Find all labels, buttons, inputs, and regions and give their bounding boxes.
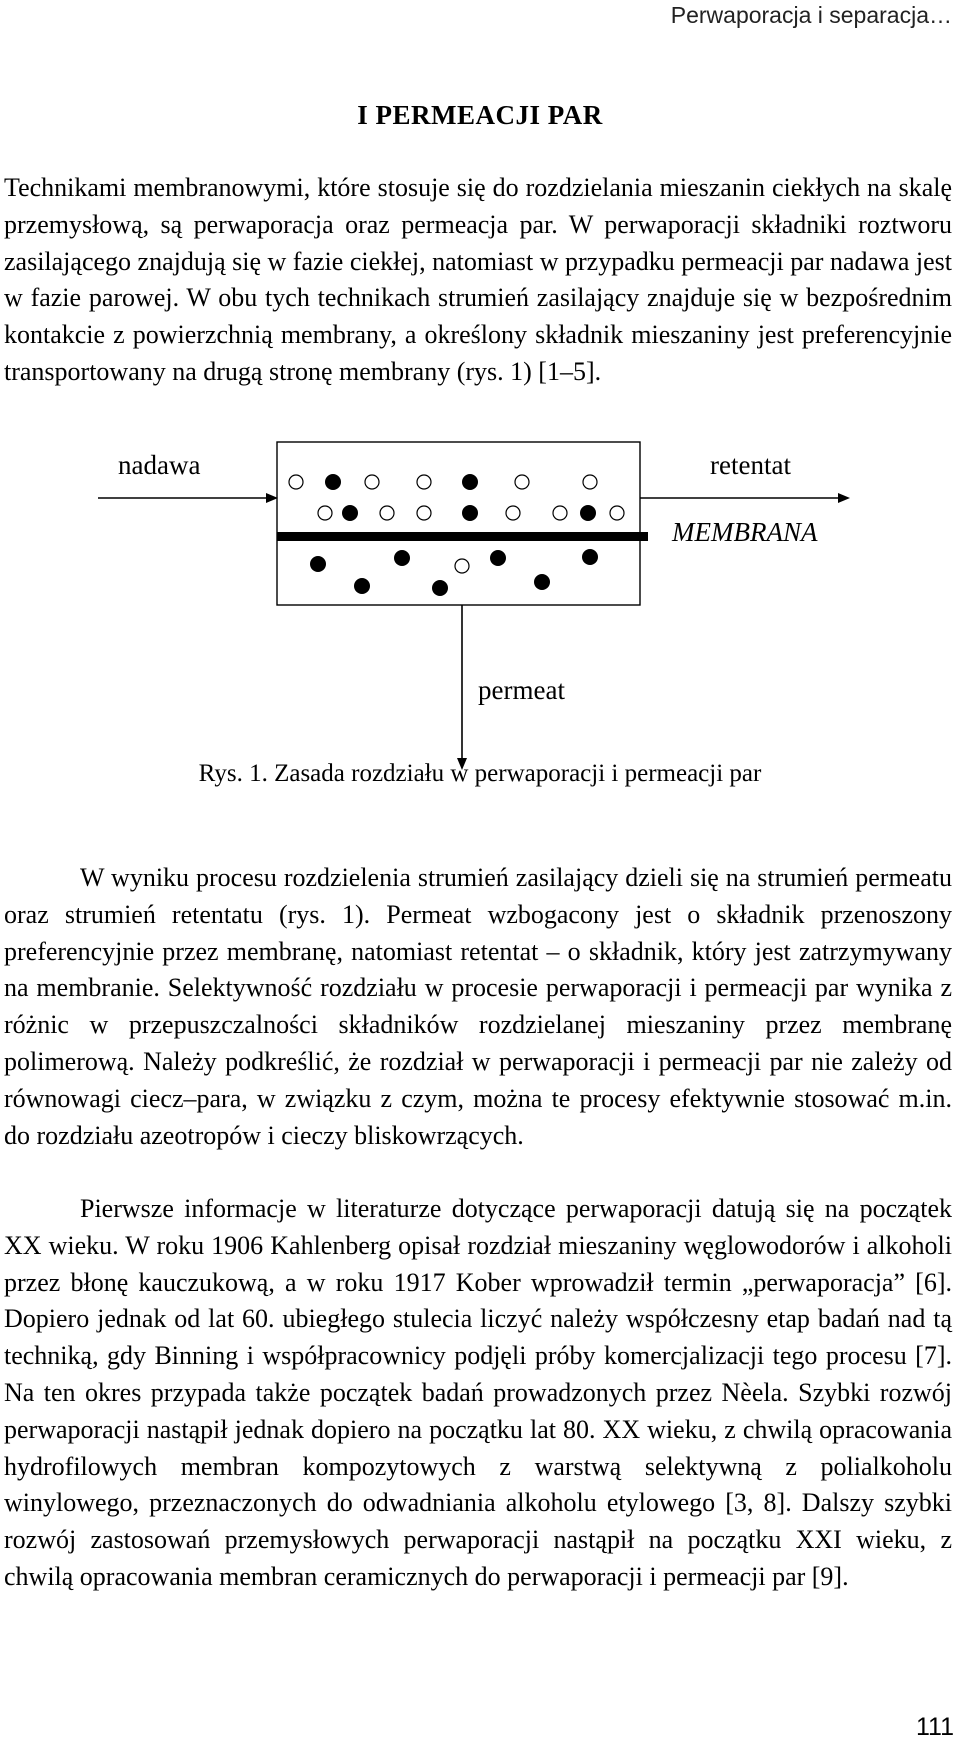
- molecule-retained: [455, 559, 469, 573]
- molecule-retained: [583, 475, 597, 489]
- molecule-permeating: [394, 550, 410, 566]
- permeate-label: permeat: [478, 675, 565, 705]
- molecule-retained: [610, 506, 624, 520]
- membrane-label: MEMBRANA: [672, 517, 818, 547]
- membrane-bar: [277, 532, 648, 541]
- section-title: I PERMEACJI PAR: [357, 100, 603, 130]
- paragraph-separation: W wyniku procesu rozdzielenia strumień zasilający dzieli się na strumień permeatu oraz strumień retentatu (rys. 1). Permeat wzbogacony jest o składnik przenoszony preferencyjnie przez membranę, natomiast retentat – o składnik, który jest zatrzymywany na membranie. Selektywność rozdziału w procesie perwaporacji i permeacji par wynika z różnic w przepuszczalności składników rozdzielanej mieszaniny przez membranę polimerową. Należy podkreślić, że rozdział w perwaporacji i permeacji par nie zależy od równowagi ciecz–para, w związku z czym, można te procesy efektywnie stosować m.in. do rozdziału azeotropów i cieczy bliskowrzących.: [4, 863, 952, 1150]
- molecule-permeating: [325, 474, 341, 490]
- molecule-permeating: [534, 574, 550, 590]
- module-box: [277, 442, 640, 605]
- running-head: Perwaporacja i separacja…: [670, 2, 952, 28]
- molecule-retained: [506, 506, 520, 520]
- page-number: 111: [915, 1713, 954, 1741]
- molecule-retained: [515, 475, 529, 489]
- molecule-retained: [417, 506, 431, 520]
- molecule-permeating: [310, 556, 326, 572]
- molecule-permeating: [342, 505, 358, 521]
- molecule-permeating: [580, 505, 596, 521]
- molecule-retained: [553, 506, 567, 520]
- molecule-retained: [365, 475, 379, 489]
- molecule-permeating: [462, 505, 478, 521]
- molecule-permeating: [432, 580, 448, 596]
- paragraph-intro: Technikami membranowymi, które stosuje się do rozdzielania mieszanin ciekłych na skalę przemysłową, są perwaporacja oraz permeacja par. W perwaporacji składniki roztworu zasilającego znajdują się w fazie ciekłej, natomiast w przypadku permeacji par nadawa jest w fazie parowej. W obu tych technikach strumień zasilający znajduje się w bezpośrednim kontakcie z powierzchnią membrany, a określony składnik mieszaniny jest preferencyjnie transportowany na drugą stronę membrany (rys. 1) [1–5].: [4, 173, 952, 386]
- feed-arrow-head: [266, 493, 278, 503]
- molecule-permeating: [582, 549, 598, 565]
- paragraph-history: Pierwsze informacje w literaturze dotyczące perwaporacji datują się na początek XX wieku. W roku 1906 Kahlenberg opisał rozdział mieszaniny węglowodorów i alkoholi przez błonę kauczukową, a w roku 1917 Kober wprowadził termin „perwaporacja” [6]. Dopiero jednak od lat 60. ubiegłego stulecia liczyć należy współczesny etap badań nad tą techniką, gdy Binning i współpracownicy podjęli próby komercjalizacji tego procesu [7]. Na ten okres przypada także początek badań prowadzonych przez Nèela. Szybki rozwój perwaporacji nastąpił jednak dopiero na początku lat 80. XX wieku, z chwilą opracowania hydrofilowych membran kompozytowych z warstwą selektywną z polialkoholu winylowego, przeznaczonych do odwadniania alkoholu etylowego [3, 8]. Dalszy szybki rozwój zastosowań przemysłowych perwaporacji nastąpił na początku XXI wieku, z chwilą opracowania membran ceramicznych do perwaporacji i permeacji par [9].: [4, 1194, 952, 1591]
- separation-diagram: [0, 440, 960, 770]
- molecule-permeating: [490, 550, 506, 566]
- figure-caption: Rys. 1. Zasada rozdziału w perwaporacji i permeacji par: [198, 760, 762, 787]
- molecule-retained: [289, 475, 303, 489]
- molecule-permeating: [462, 474, 478, 490]
- figure-separation-principle: [0, 440, 960, 770]
- molecule-permeating: [354, 578, 370, 594]
- molecule-retained: [318, 506, 332, 520]
- retentate-arrow-head: [838, 493, 850, 503]
- feed-label: nadawa: [118, 450, 201, 480]
- molecule-retained: [380, 506, 394, 520]
- molecule-retained: [417, 475, 431, 489]
- retentate-label: retentat: [710, 450, 791, 480]
